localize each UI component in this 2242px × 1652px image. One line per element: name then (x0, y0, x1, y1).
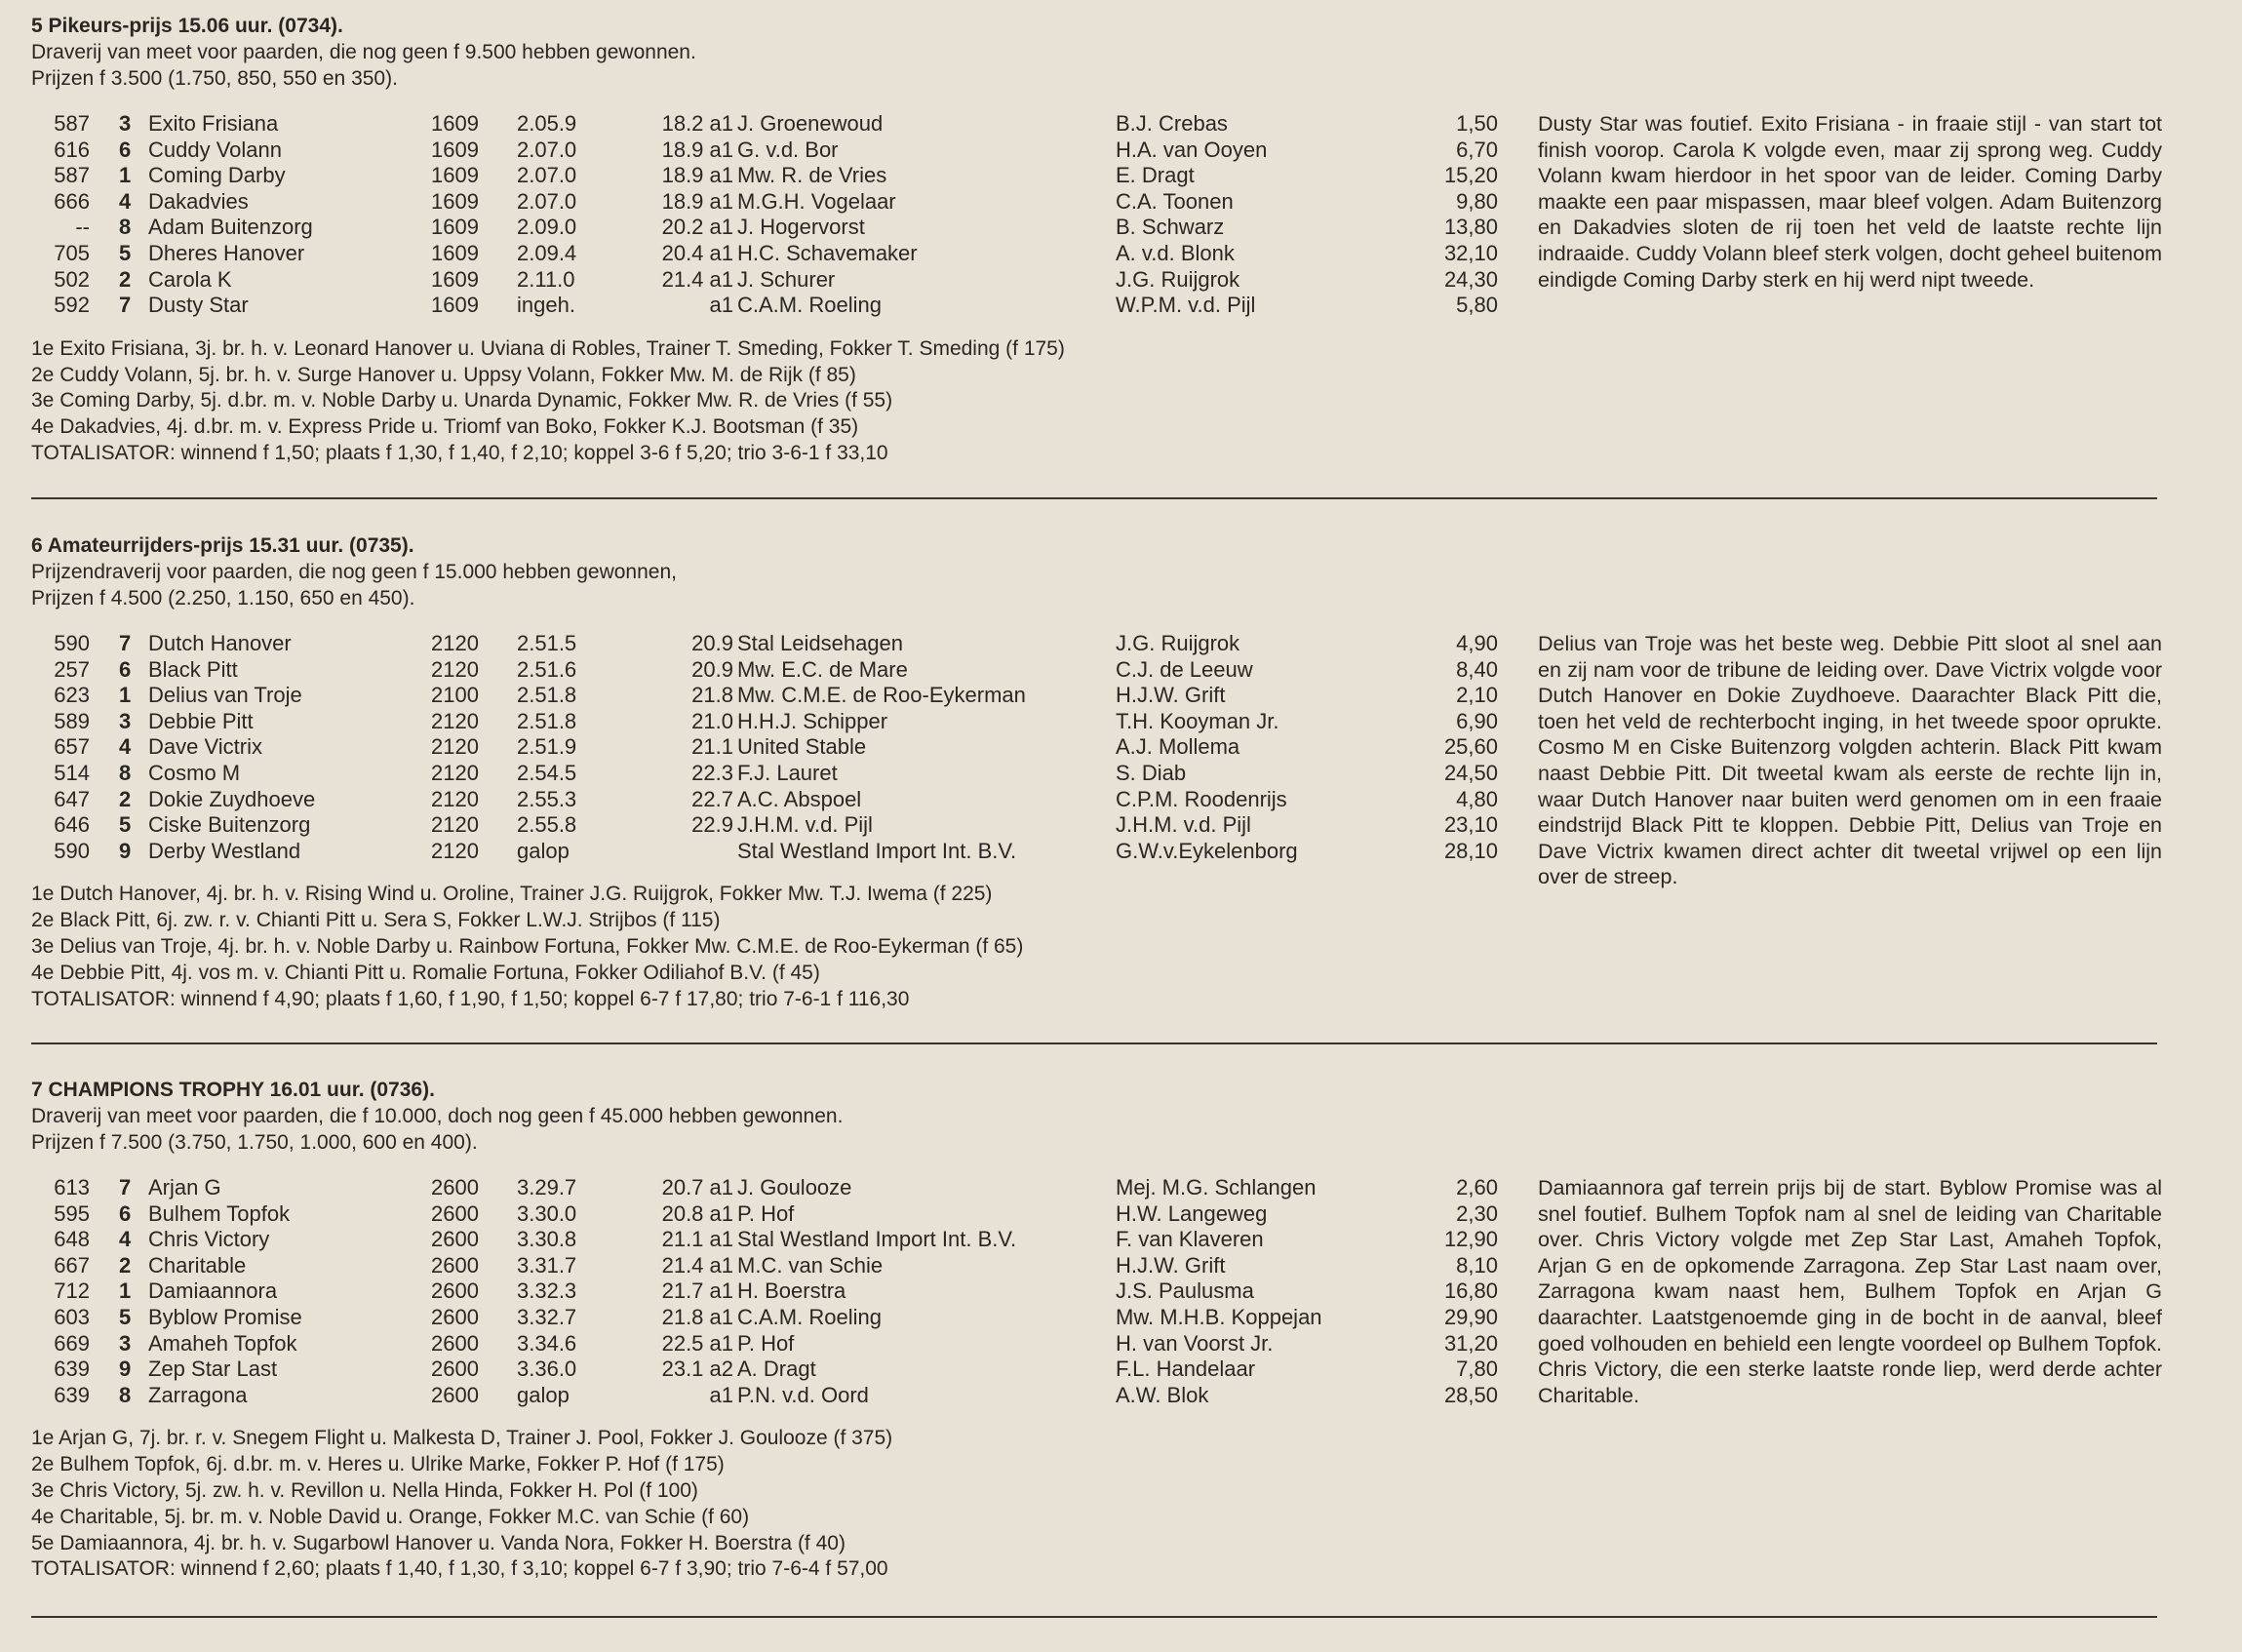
driver-name: B. Schwarz (1116, 215, 1225, 240)
finish-time: 2.07.0 (517, 188, 577, 214)
race-title: 6 Amateurrijders-prijs 15.31 uur. (0735). (31, 534, 414, 557)
start-position: 3 (119, 111, 132, 136)
start-position: 3 (119, 708, 132, 733)
kilometer-rate: 18.2 a1 (661, 111, 733, 136)
distance: 2600 (431, 1382, 479, 1407)
distance: 2600 (431, 1227, 479, 1252)
owner-driver: A. Dragt (737, 1357, 816, 1382)
race-comment: Dusty Star was foutief. Exito Frisiana - in fraaie stijl - van start tot finish voorop. Carola K volgde even, maar zij sprong weg. Cuddy Volann kwam hierdoor in het spoor van de leider. Coming Darby maakte een paar mispassen, maar bleef volgen. Adam Buitenzorg en Dakadvies sloten de rij toen het veld de laatste rechte lijn indraaide. Cuddy Volann bleef sterk volgen, docht geheel buitenom eindigde Coming Darby sterk en hij werd nipt tweede. (1538, 112, 2162, 292)
race-prizes: Prijzen f 4.500 (2.250, 1.150, 650 en 450). (31, 587, 415, 610)
totalisator-line: TOTALISATOR: winnend f 4,90; plaats f 1,60, f 1,90, f 1,50; koppel 6-7 f 17,80; trio 7-6-1 f 116,30 (31, 987, 910, 1010)
owner-driver: Stal Westland Import Int. B.V. (737, 1227, 1017, 1252)
driver-name: J.S. Paulusma (1116, 1278, 1254, 1304)
horse-name: Cuddy Volann (148, 137, 282, 162)
horse-number: 257 (54, 656, 90, 682)
odds: 2,60 (1456, 1175, 1498, 1200)
driver-name: J.G. Ruijgrok (1116, 266, 1240, 292)
start-position: 2 (119, 786, 132, 811)
kilometer-rate: 20.9 (691, 656, 733, 682)
race-description: Draverij van meet voor paarden, die nog geen f 9.500 hebben gewonnen. (31, 41, 696, 63)
odds: 4,90 (1456, 631, 1498, 655)
race-details (31, 1426, 2177, 1583)
section-divider (31, 1616, 2157, 1618)
owner-driver: United Stable (737, 734, 867, 760)
odds: 8,40 (1456, 656, 1498, 682)
distance: 1609 (431, 215, 479, 240)
totalisator-line: TOTALISATOR: winnend f 1,50; plaats f 1,30, f 1,40, f 2,10; koppel 3-6 f 5,20; trio 3-6-1 f 33,10 (31, 441, 888, 464)
horse-number: 603 (54, 1304, 90, 1329)
horse-name: Ciske Buitenzorg (148, 812, 311, 838)
start-position: 8 (119, 760, 132, 785)
driver-name: H.J.W. Grift (1116, 1252, 1226, 1278)
odds: 24,50 (1443, 760, 1498, 785)
owner-driver: Mw. E.C. de Mare (737, 656, 908, 682)
distance: 1609 (431, 188, 479, 214)
race-section (31, 532, 2177, 1012)
odds: 6,70 (1456, 137, 1498, 162)
horse-number: 592 (54, 293, 90, 318)
horse-number: 590 (54, 838, 90, 863)
finish-time: 3.30.8 (517, 1227, 577, 1252)
distance: 2600 (431, 1175, 479, 1200)
detail-line: 1e Exito Frisiana, 3j. br. h. v. Leonard Hanover u. Uviana di Robles, Trainer T. Smeding, Fokker T. Smeding (f 175) (31, 336, 1065, 360)
odds: 15,20 (1443, 163, 1498, 188)
finish-time: 3.34.6 (517, 1330, 577, 1356)
distance: 1609 (431, 266, 479, 292)
horse-number: 647 (54, 786, 90, 811)
distance: 2120 (431, 708, 479, 733)
start-position: 5 (119, 240, 132, 265)
horse-name: Black Pitt (148, 656, 238, 682)
distance: 1609 (431, 111, 479, 136)
driver-name: Mw. M.H.B. Koppejan (1116, 1304, 1322, 1329)
horse-number: 639 (54, 1357, 90, 1382)
owner-driver: H.C. Schavemaker (737, 240, 918, 265)
distance: 2120 (431, 760, 479, 785)
horse-name: Amaheh Topfok (148, 1330, 297, 1356)
kilometer-rate: 20.7 a1 (661, 1175, 733, 1200)
kilometer-rate: 18.9 a1 (661, 137, 733, 162)
distance: 2120 (431, 838, 479, 863)
horse-name: Coming Darby (148, 163, 286, 188)
kilometer-rate: 22.5 a1 (661, 1330, 733, 1356)
driver-name: F.L. Handelaar (1116, 1357, 1256, 1382)
finish-time: 2.51.8 (517, 708, 577, 733)
horse-name: Bulhem Topfok (148, 1200, 291, 1226)
race-prizes: Prijzen f 3.500 (1.750, 850, 550 en 350). (31, 67, 398, 90)
start-position: 2 (119, 1252, 132, 1278)
start-position: 4 (119, 734, 132, 760)
start-position: 7 (119, 1175, 132, 1200)
owner-driver: J. Goulooze (737, 1175, 852, 1200)
horse-name: Byblow Promise (148, 1304, 302, 1329)
horse-number: 502 (54, 266, 90, 292)
distance: 1609 (431, 240, 479, 265)
results-table (31, 111, 2177, 319)
start-position: 5 (119, 1304, 132, 1329)
finish-time: 2.51.6 (517, 656, 577, 682)
driver-name: H. van Voorst Jr. (1116, 1330, 1274, 1356)
horse-name: Zarragona (148, 1382, 248, 1407)
detail-line: 4e Dakadvies, 4j. d.br. m. v. Express Pride u. Triomf van Boko, Fokker K.J. Bootsman (f 35) (31, 415, 859, 439)
horse-name: Chris Victory (148, 1227, 270, 1252)
driver-name: G.W.v.Eykelenborg (1116, 838, 1298, 863)
finish-time: 3.36.0 (517, 1357, 577, 1382)
kilometer-rate: 22.9 (691, 812, 733, 838)
horse-number: 657 (54, 734, 90, 760)
result-row (31, 293, 2177, 319)
kilometer-rate: 21.8 (691, 683, 733, 708)
kilometer-rate: 20.9 (691, 631, 733, 655)
odds: 29,90 (1443, 1304, 1498, 1329)
horse-name: Carola K (148, 266, 232, 292)
horse-number: -- (75, 215, 90, 240)
horse-name: Dokie Zuydhoeve (148, 786, 316, 811)
race-comment: Damiaannora gaf terrein prijs bij de start. Byblow Promise was al snel foutief. Bulhem Topfok nam al snel de leiding van Charitable over. Chris Victory volgde met Zep Star Last, Amaheh Topfok, Arjan G en de opkomende Zarragona. Zep Star Last naam over, Zarragona kwam naast hem, Bulhem Topfok en Arjan G daarachter. Laatstgenoemde ging in de bocht in de aanval, bleef goed volhouden en behield een lengte voordeel op Bulhem Topfok. Chris Victory, die een sterke laatste ronde liep, werd derde achter Charitable. (1538, 1176, 2162, 1407)
detail-line: 3e Delius van Troje, 4j. br. h. v. Noble Darby u. Rainbow Fortuna, Fokker Mw. C.M.E. de Roo-Eykerman (f 65) (31, 934, 1024, 958)
odds: 23,10 (1443, 812, 1498, 838)
driver-name: E. Dragt (1116, 163, 1195, 188)
finish-time: 2.05.9 (517, 111, 577, 136)
odds: 28,10 (1443, 838, 1498, 863)
driver-name: A. v.d. Blonk (1116, 240, 1235, 265)
horse-name: Adam Buitenzorg (148, 215, 313, 240)
driver-name: H.J.W. Grift (1116, 683, 1226, 708)
kilometer-rate: a1 (709, 293, 733, 318)
horse-name: Exito Frisiana (148, 111, 279, 136)
horse-number: 587 (54, 163, 90, 188)
owner-driver: H.H.J. Schipper (737, 708, 888, 733)
owner-driver: Stal Westland Import Int. B.V. (737, 838, 1017, 863)
kilometer-rate: 20.2 a1 (661, 215, 733, 240)
finish-time: 3.30.0 (517, 1200, 577, 1226)
kilometer-rate: 21.1 (691, 734, 733, 760)
horse-name: Delius van Troje (148, 683, 302, 708)
finish-time: 2.55.8 (517, 812, 577, 838)
start-position: 6 (119, 656, 132, 682)
start-position: 7 (119, 293, 132, 318)
odds: 4,80 (1456, 786, 1498, 811)
distance: 2600 (431, 1304, 479, 1329)
detail-line: 5e Damiaannora, 4j. br. h. v. Sugarbowl Hanover u. Vanda Nora, Fokker H. Boerstra (f 40) (31, 1531, 846, 1554)
start-position: 9 (119, 838, 132, 863)
kilometer-rate: 21.1 a1 (661, 1227, 733, 1252)
finish-time: 2.51.8 (517, 683, 577, 708)
owner-driver: P. Hof (737, 1330, 795, 1356)
distance: 2600 (431, 1330, 479, 1356)
horse-number: 595 (54, 1200, 90, 1226)
start-position: 4 (119, 1227, 132, 1252)
owner-driver: M.C. van Schie (737, 1252, 884, 1278)
odds: 25,60 (1443, 734, 1498, 760)
start-position: 6 (119, 1200, 132, 1226)
start-position: 7 (119, 631, 132, 655)
horse-number: 616 (54, 137, 90, 162)
distance: 2600 (431, 1200, 479, 1226)
horse-number: 613 (54, 1175, 90, 1200)
driver-name: F. van Klaveren (1116, 1227, 1264, 1252)
kilometer-rate: 18.9 a1 (661, 163, 733, 188)
finish-time: 2.11.0 (517, 266, 575, 292)
start-position: 6 (119, 137, 132, 162)
kilometer-rate: 18.9 a1 (661, 188, 733, 214)
owner-driver: Stal Leidsehagen (737, 631, 904, 655)
totalisator-line: TOTALISATOR: winnend f 2,60; plaats f 1,40, f 1,30, f 3,10; koppel 6-7 f 3,90; trio 7-6-4 f 57,00 (31, 1557, 888, 1581)
driver-name: C.A. Toonen (1116, 188, 1234, 214)
detail-line: 1e Dutch Hanover, 4j. br. h. v. Rising Wind u. Oroline, Trainer J.G. Ruijgrok, Fokker Mw. T.J. Iwema (f 225) (31, 883, 993, 906)
horse-name: Damiaannora (148, 1278, 278, 1304)
race-prizes: Prijzen f 7.500 (3.750, 1.750, 1.000, 600 en 400). (31, 1131, 478, 1154)
kilometer-rate: 21.4 a1 (661, 266, 733, 292)
horse-number: 587 (54, 111, 90, 136)
odds: 16,80 (1443, 1278, 1498, 1304)
driver-name: S. Diab (1116, 760, 1187, 785)
finish-time: 3.29.7 (517, 1175, 577, 1200)
distance: 2100 (431, 683, 479, 708)
odds: 24,30 (1443, 266, 1498, 292)
driver-name: A.W. Blok (1116, 1382, 1209, 1407)
odds: 28,50 (1443, 1382, 1498, 1407)
odds: 7,80 (1456, 1357, 1498, 1382)
distance: 2120 (431, 656, 479, 682)
odds: 12,90 (1443, 1227, 1498, 1252)
odds: 8,10 (1456, 1252, 1498, 1278)
start-position: 3 (119, 1330, 132, 1356)
kilometer-rate: 21.0 (691, 708, 733, 733)
finish-time: 2.09.0 (517, 215, 577, 240)
horse-name: Dutch Hanover (148, 631, 292, 655)
finish-time: 2.07.0 (517, 137, 577, 162)
owner-driver: P. Hof (737, 1200, 795, 1226)
race-description: Prijzendraverij voor paarden, die nog geen f 15.000 hebben gewonnen, (31, 561, 677, 583)
horse-number: 669 (54, 1330, 90, 1356)
horse-number: 705 (54, 240, 90, 265)
owner-driver: C.A.M. Roeling (737, 293, 882, 318)
finish-time: 3.32.3 (517, 1278, 577, 1304)
finish-time: 2.55.3 (517, 786, 577, 811)
driver-name: T.H. Kooyman Jr. (1116, 708, 1279, 733)
horse-name: Arjan G (148, 1175, 221, 1200)
horse-name: Dakadvies (148, 188, 249, 214)
owner-driver: J. Hogervorst (737, 215, 865, 240)
results-table (31, 631, 2177, 889)
driver-name: B.J. Crebas (1116, 111, 1228, 136)
driver-name: J.H.M. v.d. Pijl (1116, 812, 1251, 838)
results-table (31, 1175, 2177, 1408)
distance: 1609 (431, 293, 479, 318)
finish-time: galop (517, 1382, 570, 1407)
horse-number: 590 (54, 631, 90, 655)
driver-name: C.J. de Leeuw (1116, 656, 1253, 682)
start-position: 8 (119, 215, 132, 240)
distance: 2120 (431, 786, 479, 811)
driver-name: W.P.M. v.d. Pijl (1116, 293, 1256, 318)
horse-number: 589 (54, 708, 90, 733)
owner-driver: Mw. C.M.E. de Roo-Eykerman (737, 683, 1026, 708)
owner-driver: C.A.M. Roeling (737, 1304, 882, 1329)
horse-number: 712 (54, 1278, 90, 1304)
race-details (31, 882, 2177, 1012)
distance: 2600 (431, 1278, 479, 1304)
owner-driver: J.H.M. v.d. Pijl (737, 812, 873, 838)
horse-number: 666 (54, 188, 90, 214)
odds: 5,80 (1456, 293, 1498, 318)
odds: 9,80 (1456, 188, 1498, 214)
start-position: 5 (119, 812, 132, 838)
detail-line: 2e Bulhem Topfok, 6j. d.br. m. v. Heres u. Ulrike Marke, Fokker P. Hof (f 175) (31, 1453, 725, 1476)
owner-driver: J. Schurer (737, 266, 836, 292)
detail-line: 4e Charitable, 5j. br. m. v. Noble David u. Orange, Fokker M.C. van Schie (f 60) (31, 1505, 750, 1528)
horse-name: Cosmo M (148, 760, 241, 785)
distance: 1609 (431, 137, 479, 162)
kilometer-rate: 20.8 a1 (661, 1200, 733, 1226)
race-section (31, 1077, 2177, 1583)
odds: 31,20 (1443, 1330, 1498, 1356)
owner-driver: P.N. v.d. Oord (737, 1382, 869, 1407)
start-position: 4 (119, 188, 132, 214)
horse-number: 623 (54, 683, 90, 708)
horse-name: Dusty Star (148, 293, 249, 318)
distance: 2120 (431, 734, 479, 760)
owner-driver: Mw. R. de Vries (737, 163, 887, 188)
finish-time: 2.07.0 (517, 163, 577, 188)
start-position: 2 (119, 266, 132, 292)
kilometer-rate: 21.8 a1 (661, 1304, 733, 1329)
finish-time: 2.54.5 (517, 760, 577, 785)
finish-time: galop (517, 838, 570, 863)
driver-name: Mej. M.G. Schlangen (1116, 1175, 1317, 1200)
start-position: 1 (119, 683, 132, 708)
start-position: 1 (119, 163, 132, 188)
odds: 13,80 (1443, 215, 1498, 240)
distance: 1609 (431, 163, 479, 188)
odds: 2,10 (1456, 683, 1498, 708)
horse-name: Dave Victrix (148, 734, 262, 760)
start-position: 8 (119, 1382, 132, 1407)
horse-number: 648 (54, 1227, 90, 1252)
kilometer-rate: 21.7 a1 (661, 1278, 733, 1304)
horse-name: Charitable (148, 1252, 247, 1278)
odds: 32,10 (1443, 240, 1498, 265)
start-position: 1 (119, 1278, 132, 1304)
horse-number: 514 (54, 760, 90, 785)
odds: 1,50 (1456, 111, 1498, 136)
owner-driver: J. Groenewoud (737, 111, 884, 136)
kilometer-rate: 22.3 (691, 760, 733, 785)
horse-name: Zep Star Last (148, 1357, 278, 1382)
driver-name: H.W. Langeweg (1116, 1200, 1268, 1226)
owner-driver: A.C. Abspoel (737, 786, 862, 811)
finish-time: 2.09.4 (517, 240, 577, 265)
horse-number: 646 (54, 812, 90, 838)
driver-name: H.A. van Ooyen (1116, 137, 1268, 162)
owner-driver: M.G.H. Vogelaar (737, 188, 896, 214)
driver-name: C.P.M. Roodenrijs (1116, 786, 1287, 811)
race-comment: Delius van Troje was het beste weg. Debbie Pitt sloot al snel aan en zij nam voor de tribune de leiding over. Dave Victrix volgde voor Dutch Hanover en Dokie Zuydhoeve. Daarachter Black Pitt die, toen het veld de rechterbocht inging, in het tweede spoor oprukte. Cosmo M en Ciske Buitenzorg volgden achterin. Black Pitt kwam naast Debbie Pitt. Dit tweetal kwam als eerste de rechte lijn in, waar Dutch Hanover naar buiten werd genomen om in een fraaie eindstrijd Black Pitt te kloppen. Debbie Pitt, Delius van Troje en Dave Victrix kwamen direct achter dit tweetal vrijwel op een lijn over de streep. (1538, 632, 2162, 889)
distance: 2120 (431, 631, 479, 655)
distance: 2120 (431, 812, 479, 838)
race-description: Draverij van meet voor paarden, die f 10.000, doch nog geen f 45.000 hebben gewonnen. (31, 1105, 844, 1127)
detail-line: 3e Coming Darby, 5j. d.br. m. v. Noble Darby u. Unarda Dynamic, Fokker Mw. R. de Vries (f 55) (31, 389, 893, 413)
race-details (31, 336, 2177, 467)
detail-line: 2e Cuddy Volann, 5j. br. h. v. Surge Hanover u. Uppsy Volann, Fokker Mw. M. de Rijk (f 85) (31, 363, 856, 386)
driver-name: A.J. Mollema (1116, 734, 1240, 760)
driver-name: J.G. Ruijgrok (1116, 631, 1240, 655)
horse-name: Debbie Pitt (148, 708, 254, 733)
distance: 2600 (431, 1252, 479, 1278)
detail-line: 4e Debbie Pitt, 4j. vos m. v. Chianti Pitt u. Romalie Fortuna, Fokker Odiliahof B.V. (f 45) (31, 961, 820, 984)
distance: 2600 (431, 1357, 479, 1382)
kilometer-rate: 21.4 a1 (661, 1252, 733, 1278)
finish-time: 3.32.7 (517, 1304, 577, 1329)
kilometer-rate: a1 (709, 1382, 733, 1407)
horse-name: Dheres Hanover (148, 240, 305, 265)
kilometer-rate: 23.1 a2 (661, 1357, 733, 1382)
kilometer-rate: 22.7 (691, 786, 733, 811)
detail-line: 1e Arjan G, 7j. br. r. v. Snegem Flight u. Malkesta D, Trainer J. Pool, Fokker J. Goulooze (f 375) (31, 1427, 893, 1450)
owner-driver: G. v.d. Bor (737, 137, 839, 162)
odds: 6,90 (1456, 708, 1498, 733)
owner-driver: H. Boerstra (737, 1278, 846, 1304)
finish-time: 3.31.7 (517, 1252, 577, 1278)
start-position: 9 (119, 1357, 132, 1382)
kilometer-rate: 20.4 a1 (661, 240, 733, 265)
finish-time: ingeh. (517, 293, 575, 318)
horse-number: 639 (54, 1382, 90, 1407)
section-divider (31, 497, 2157, 499)
horse-name: Derby Westland (148, 838, 301, 863)
race-section (31, 13, 2177, 467)
owner-driver: F.J. Lauret (737, 760, 838, 785)
race-title: 7 CHAMPIONS TROPHY 16.01 uur. (0736). (31, 1079, 435, 1101)
detail-line: 3e Chris Victory, 5j. zw. h. v. Revillon u. Nella Hinda, Fokker H. Pol (f 100) (31, 1478, 698, 1502)
finish-time: 2.51.5 (517, 631, 577, 655)
detail-line: 2e Black Pitt, 6j. zw. r. v. Chianti Pitt u. Sera S, Fokker L.W.J. Strijbos (f 115) (31, 909, 721, 932)
horse-number: 667 (54, 1252, 90, 1278)
section-divider (31, 1042, 2157, 1044)
race-title: 5 Pikeurs-prijs 15.06 uur. (0734). (31, 15, 343, 37)
finish-time: 2.51.9 (517, 734, 577, 760)
odds: 2,30 (1456, 1200, 1498, 1226)
